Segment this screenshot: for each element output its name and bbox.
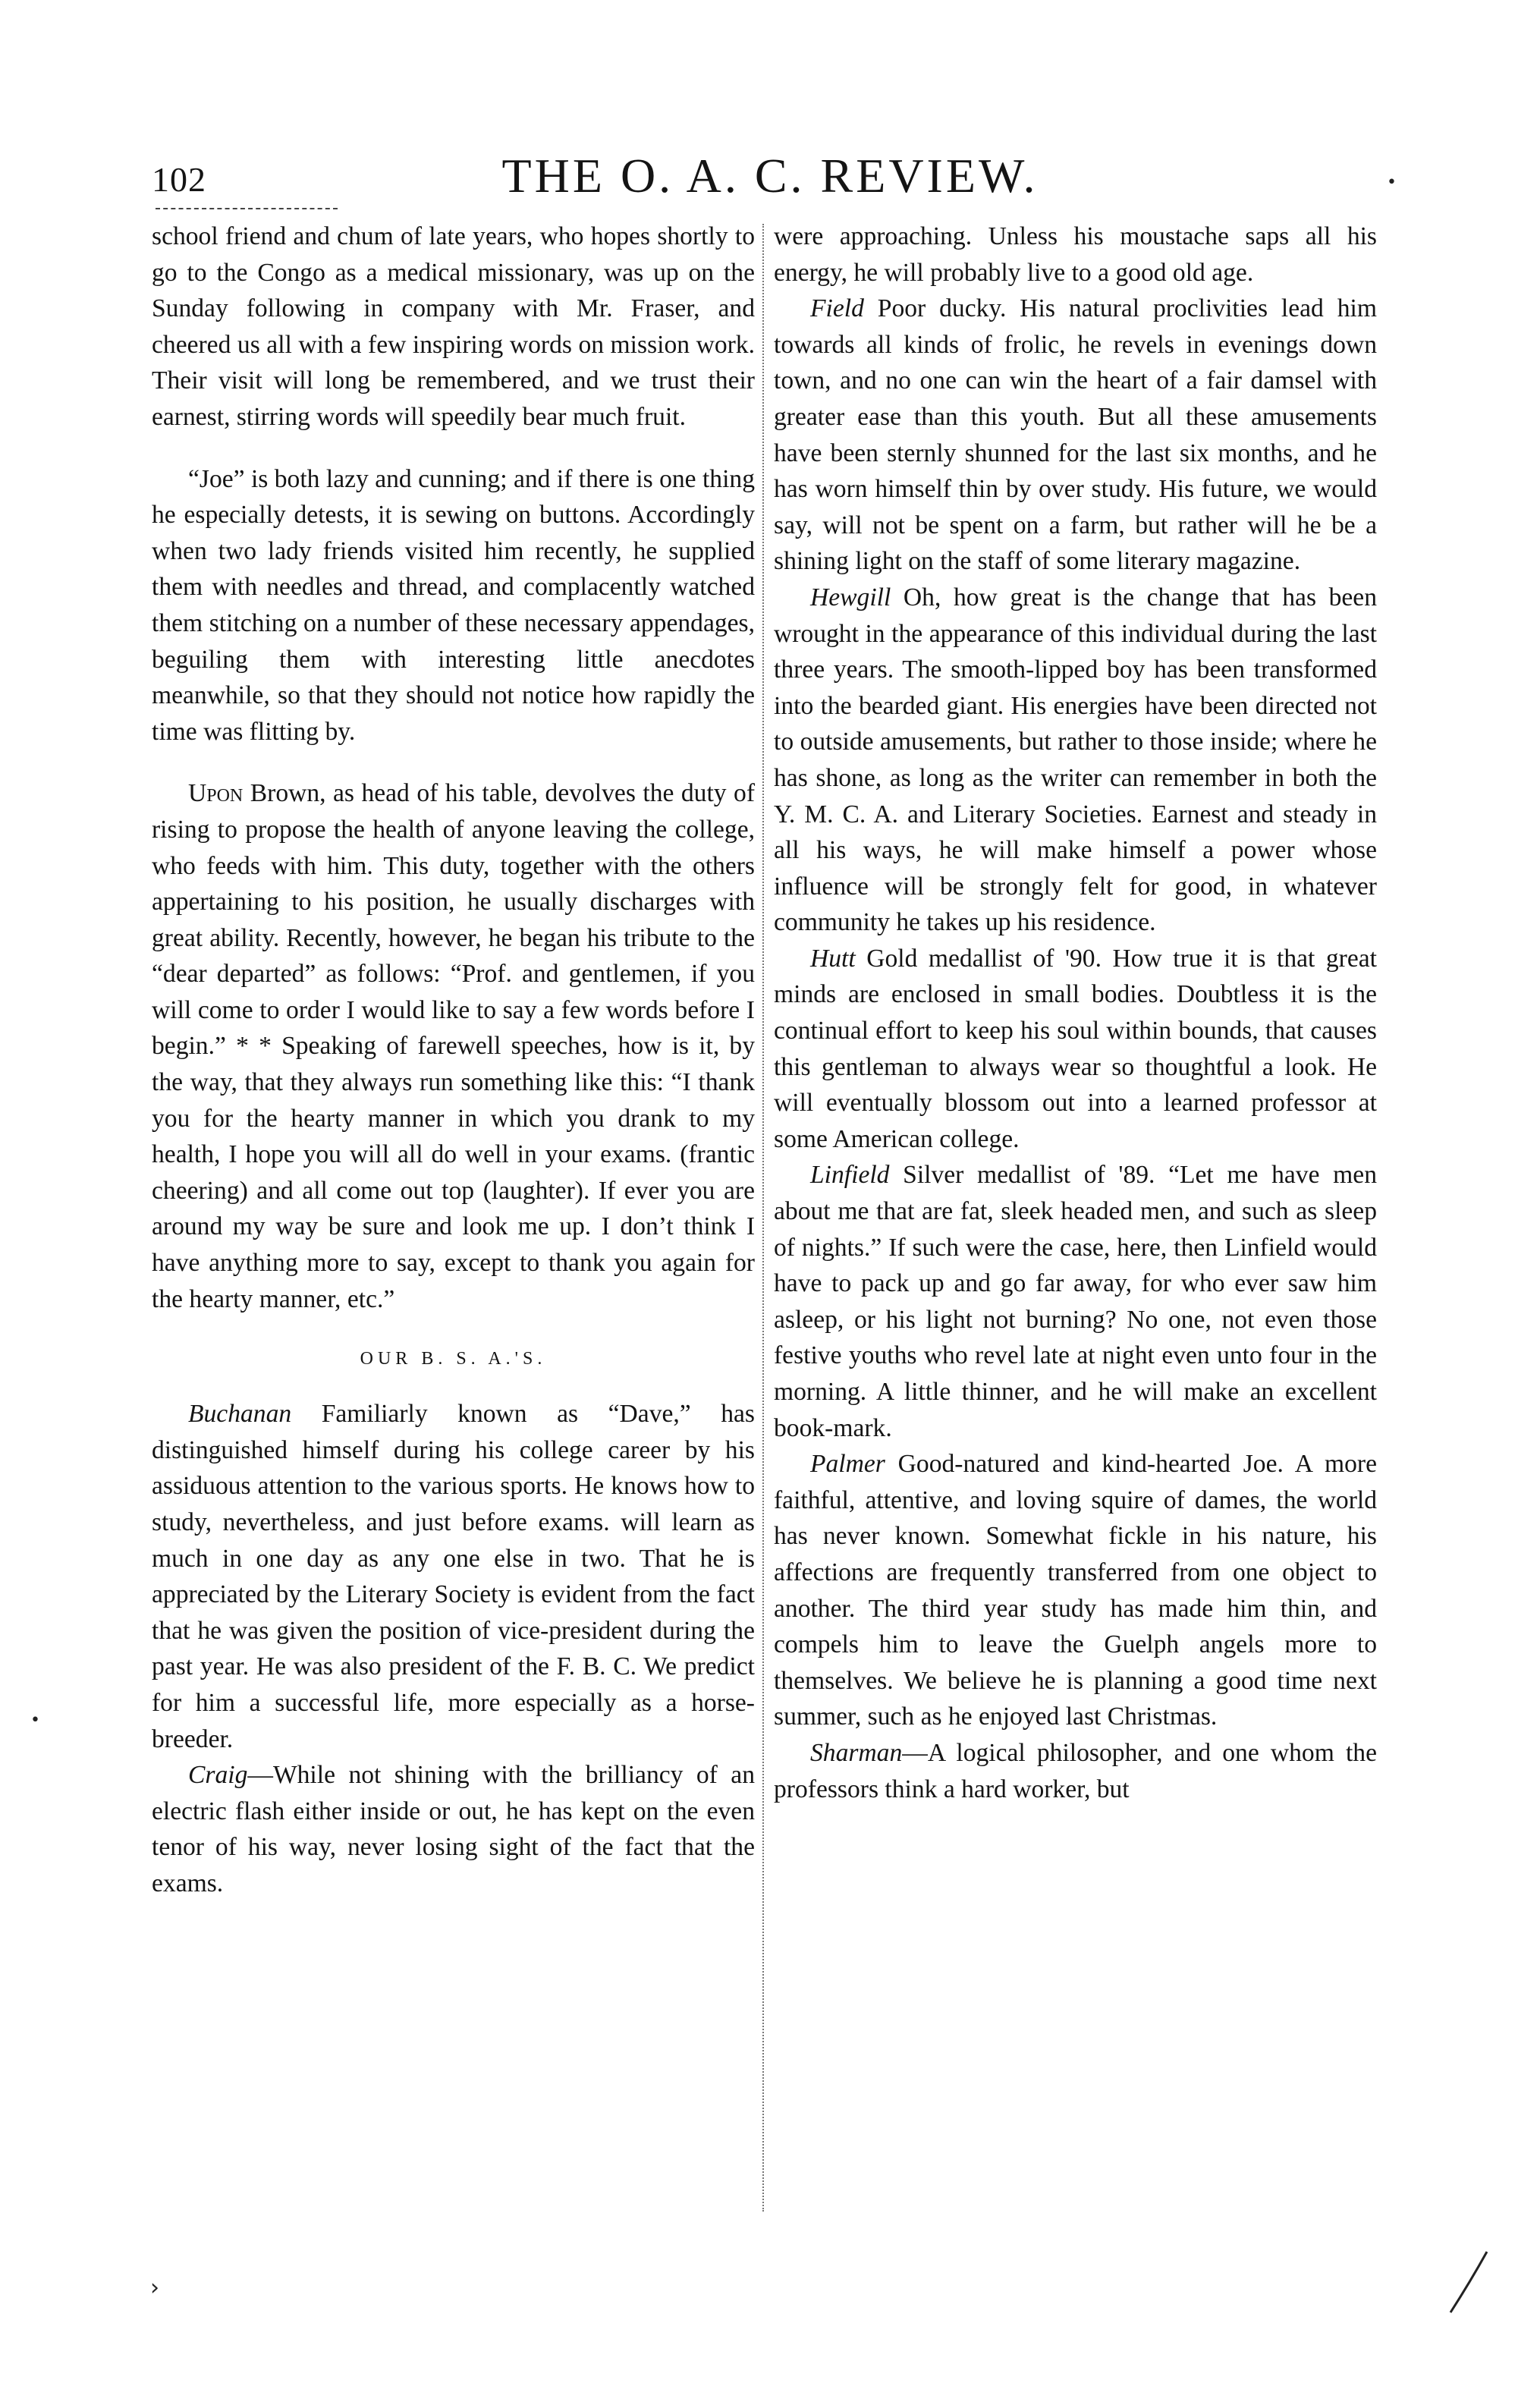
profile-text: —While not shining with the brilliancy of an electric flash either inside or out, he has kept on the even tenor of his way, never losing sight of the fact that the exams.: [152, 1761, 755, 1897]
profile-name: Field: [810, 294, 864, 323]
ink-speck: •: [30, 1711, 40, 1730]
profile-text: Poor ducky. His natural proclivities lead him towards all kinds of frolic, he revels in evenings down town, and no one can win the heart of a fair damsel with greater ease than this youth. But all these amusements have been sternly shunned for the last six months, and he has worn himself thin by over study. His future, we would say, will not be spent on a farm, but rather will he be a shining light on the staff of some literary magazine.: [774, 294, 1377, 576]
profile-text: —A logical philosopher, and one whom the professors think a hard worker, but: [774, 1738, 1377, 1803]
profile-field: [774, 291, 1377, 580]
profile-name: Palmer: [810, 1450, 885, 1479]
running-head: THE O. A. C. REVIEW.: [501, 149, 1039, 203]
profile-name: Hutt: [810, 944, 856, 973]
profile-text: Good-natured and kind-hearted Joe. A more faithful, attentive, and loving squire of dames, the world has never known. Somewhat fickle in his nature, his affections are frequently transferred from one object to another. The third year study has made him thin, and compels him to leave the Guelph angels more to themselves. We believe he is planning a good time next summer, such as he enjoyed last Christmas.: [774, 1450, 1377, 1731]
page-number: 102: [152, 160, 206, 199]
profile-name: Hewgill: [810, 583, 891, 611]
profile-sharman: [774, 1735, 1377, 1807]
profile-buchanan: [152, 1396, 755, 1757]
profile-hutt: [774, 941, 1377, 1158]
profile-craig: [152, 1757, 755, 1901]
left-column: [152, 218, 755, 1902]
profile-text: Oh, how great is the change that has been wrought in the appearance of this individual during the last three years. The smooth-lipped boy has been transformed into the bearded giant. His energies have been directed not to outside amusements, but rather to those inside; where he has shone, as long as the writer can remember in both the Y. M. C. A. and Literary Societies. Earnest and steady in all his ways, he will make himself a power whose influence will be strongly felt for good, in whatever community he takes up his residence.: [774, 583, 1377, 937]
profile-text: Silver medallist of '89. “Let me have men about me that are fat, sleek headed men, and such as sleep of nights.” If such were the case, here, then Linfield would have to pack up and go far away, for who ever saw him asleep, or his light not burning? No one, not even those festive youths who revel late at night even unto four in the morning. A little thinner, and he will make an excellent book-mark.: [774, 1161, 1377, 1442]
paragraph-joe-buttons: “Joe” is both lazy and cunning; and if there is one thing he especially detests, it is sewing on buttons. Accordingly when two lady friends visited him recently, he supplied them with needles and thread, and complacently watched them stitching on a number of these necessary appendages, beguiling them with interesting little anecdotes meanwhile, so that they should not notice how rapidly the time was flitting by.: [152, 464, 755, 746]
profile-name: Sharman: [810, 1738, 903, 1767]
profile-palmer: [774, 1446, 1377, 1735]
lead-word: Upon: [188, 779, 244, 808]
profile-hewgill: [774, 580, 1377, 941]
pen-stroke-mark: [1441, 2246, 1494, 2322]
right-column: [774, 218, 1377, 1807]
profile-linfield: [774, 1157, 1377, 1446]
ink-speck: ›: [150, 2275, 159, 2301]
paragraph-text: Brown, as head of his table, devolves the duty of rising to propose the health of anyone leaving the college, who feeds with him. This duty, together with the others appertaining to his position, he usually discharges with great ability. Recently, however, he began his tribute to the “dear departed” as follows: “Prof. and gentlemen, if you will come to order I would like to say a few words before I begin.” * * Speaking of farewell speeches, how is it, by the way, that they always run something like this: “I thank you for the hearty manner in which you drank to my health, I hope you will all do well in your exams. (frantic cheering) and all come out top (laughter). If ever you are around my way be sure and look me up. I don’t think I have anything more to say, except to thank you again for the hearty manner, etc.”: [152, 779, 755, 1313]
column-divider: [762, 224, 764, 2212]
profile-name: Craig: [188, 1761, 248, 1790]
paragraph-continuation: were approaching. Unless his moustache saps all his energy, he will probably live to a good old age.: [774, 222, 1377, 287]
paragraph-farewell-speeches: [152, 775, 755, 1317]
profile-name: Buchanan: [188, 1400, 292, 1429]
ink-speck: •: [1387, 173, 1397, 192]
profile-text: Gold medallist of '90. How true it is that great minds are enclosed in small bodies. Doubtless it is the continual effort to keep his soul within bounds, that causes this gentleman to always wear so thoughtful a look. He will eventually blossom out into a learned professor at some American college.: [774, 944, 1377, 1153]
section-heading: OUR B. S. A.'S.: [360, 1349, 547, 1369]
paragraph-missionary-visit: school friend and chum of late years, who hopes shortly to go to the Congo as a medical missionary, was up on the Sunday following in company with Mr. Fraser, and cheered us all with a few inspiring words on mission work. Their visit will long be remembered, and we trust their earnest, stirring words will speedily bear much fruit.: [152, 222, 755, 431]
profile-text: Familiarly known as “Dave,” has distinguished himself during his college career by his assiduous attention to the various sports. He knows how to study, nevertheless, and just before exams. will learn as much in one day as any one else in two. That he is appreciated by the Literary Society is evident from the fact that he was given the position of vice-president during the past year. He was also president of the F. B. C. We predict for him a successful life, more especially as a horse-breeder.: [152, 1400, 755, 1753]
profile-name: Linfield: [810, 1161, 890, 1190]
head-rule: [156, 208, 338, 209]
